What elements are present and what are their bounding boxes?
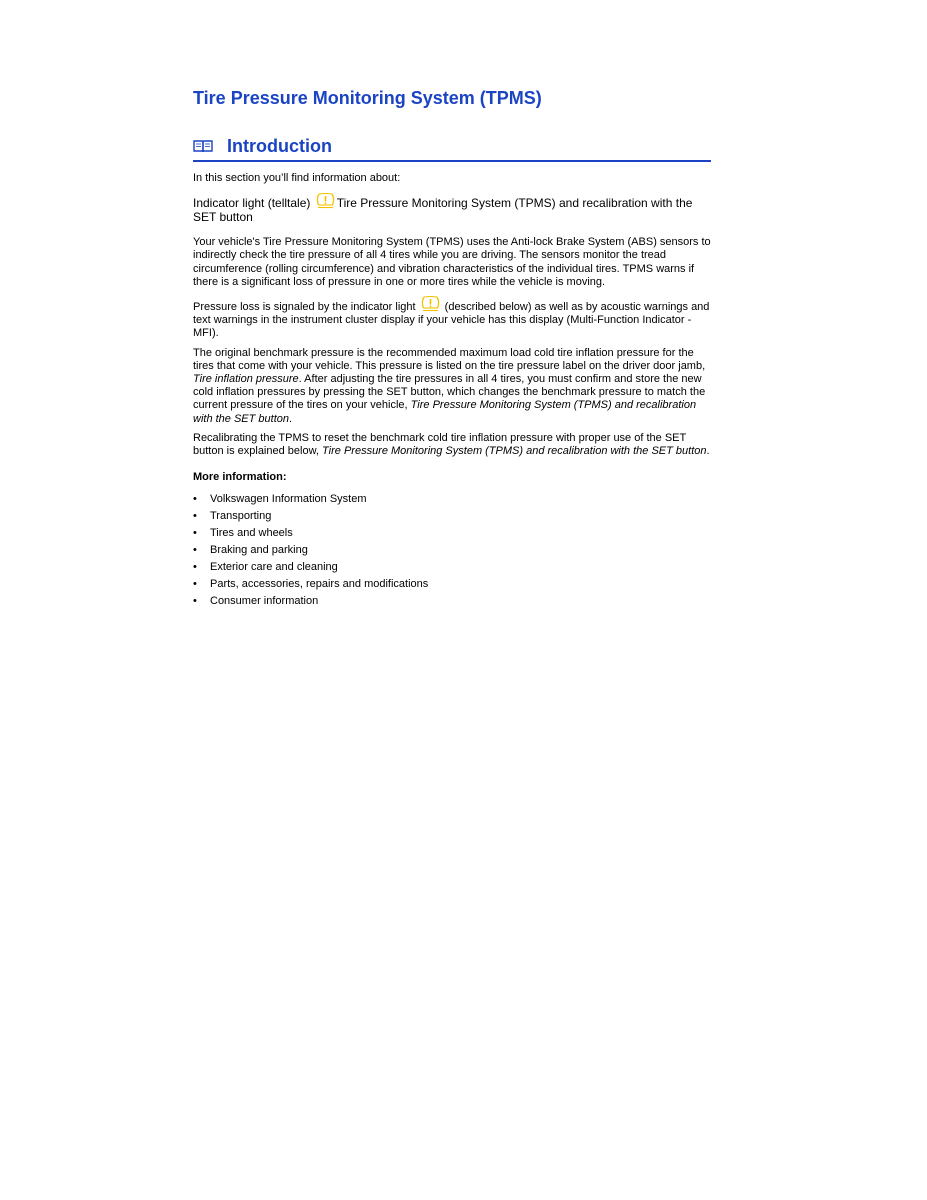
- benchmark-text-2: . After adjusting the tire pressures in all 4 tires, you must confirm and store the new cold inflation pressures by pressing the SET button, which changes the benchmark pressure to match the current pressure of the tires on your vehicle,: [193, 373, 706, 412]
- list-item: [193, 576, 711, 593]
- pressure-loss-text-before: Pressure loss is signaled by the indicator light: [193, 301, 419, 314]
- more-info-link[interactable]: Volkswagen Information System: [210, 493, 367, 506]
- bullet: •: [193, 527, 197, 540]
- pressure-loss-text-after: (described below) as well as by acoustic warnings and text warnings in the instrument cluster display if your vehicle has this display (Multi-Function Indicator - MFI).: [193, 301, 710, 340]
- section-title: Introduction: [227, 136, 332, 156]
- more-info-link[interactable]: Braking and parking: [210, 544, 308, 557]
- more-info-heading: More information:: [193, 471, 287, 484]
- telltale-link[interactable]: Tire Pressure Monitoring System (TPMS) and recalibration with the SET button: [193, 196, 693, 225]
- more-info-list: [193, 491, 711, 610]
- more-info-link[interactable]: Parts, accessories, repairs and modifications: [210, 578, 429, 591]
- tpms-recalibration-link[interactable]: Tire Pressure Monitoring System (TPMS) and recalibration with the SET button: [193, 399, 697, 425]
- bullet: •: [193, 595, 197, 608]
- list-item: [193, 491, 711, 508]
- tpms-recalibration-link[interactable]: Tire Pressure Monitoring System (TPMS) and recalibration with the SET button: [322, 445, 707, 458]
- more-info-link[interactable]: Consumer information: [210, 595, 319, 608]
- tpms-warning-icon: [420, 295, 441, 312]
- section-header: [193, 134, 711, 162]
- book-icon: [193, 139, 213, 153]
- bullet: •: [193, 544, 197, 557]
- tpms-warning-icon: [315, 192, 336, 209]
- paragraph-benchmark-pressure: [193, 347, 711, 426]
- document-page: [193, 86, 711, 610]
- list-item: [193, 593, 711, 610]
- intro-line: In this section you’ll find information about:: [193, 172, 401, 184]
- paragraph-tpms-overview: Your vehicle's Tire Pressure Monitoring System (TPMS) uses the Anti-lock Brake System (ABS) sensors to indirectly check the tire pressure of all 4 tires while you are driving. The sensors monitor the tread circumference (rolling circumference) and vibration characteristics of the individual tires. TPMS warns if there is a significant loss of pressure in one or more tires while the vehicle is moving.: [193, 236, 711, 288]
- benchmark-text-3: .: [289, 412, 293, 425]
- paragraph-recalibrating: [193, 432, 711, 458]
- benchmark-text-1: The original benchmark pressure is the recommended maximum load cold tire inflation pressure for the tires that come with your vehicle. This pressure is listed on the tire pressure label on the driver door jamb,: [193, 346, 706, 372]
- bullet: •: [193, 493, 197, 506]
- bullet: •: [193, 578, 197, 591]
- recalibrating-text-1: Recalibrating the TPMS to reset the benchmark cold tire inflation pressure with proper use of the SET button is explained below,: [193, 431, 687, 458]
- more-info-link[interactable]: Exterior care and cleaning: [210, 561, 338, 574]
- list-item: [193, 542, 711, 559]
- list-item: [193, 559, 711, 576]
- list-item: [193, 525, 711, 542]
- telltale-line: [193, 192, 711, 224]
- more-info-link[interactable]: Transporting: [210, 510, 272, 523]
- bullet: •: [193, 510, 197, 523]
- tire-inflation-pressure-link[interactable]: Tire inflation pressure: [193, 373, 299, 386]
- list-item: [193, 508, 711, 525]
- page-title: Tire Pressure Monitoring System (TPMS): [193, 88, 542, 108]
- telltale-text-before: Indicator light (telltale): [193, 196, 314, 211]
- bullet: •: [193, 561, 197, 574]
- paragraph-pressure-loss: [193, 295, 711, 341]
- recalibrating-text-2: .: [706, 445, 710, 458]
- more-info-link[interactable]: Tires and wheels: [210, 527, 293, 540]
